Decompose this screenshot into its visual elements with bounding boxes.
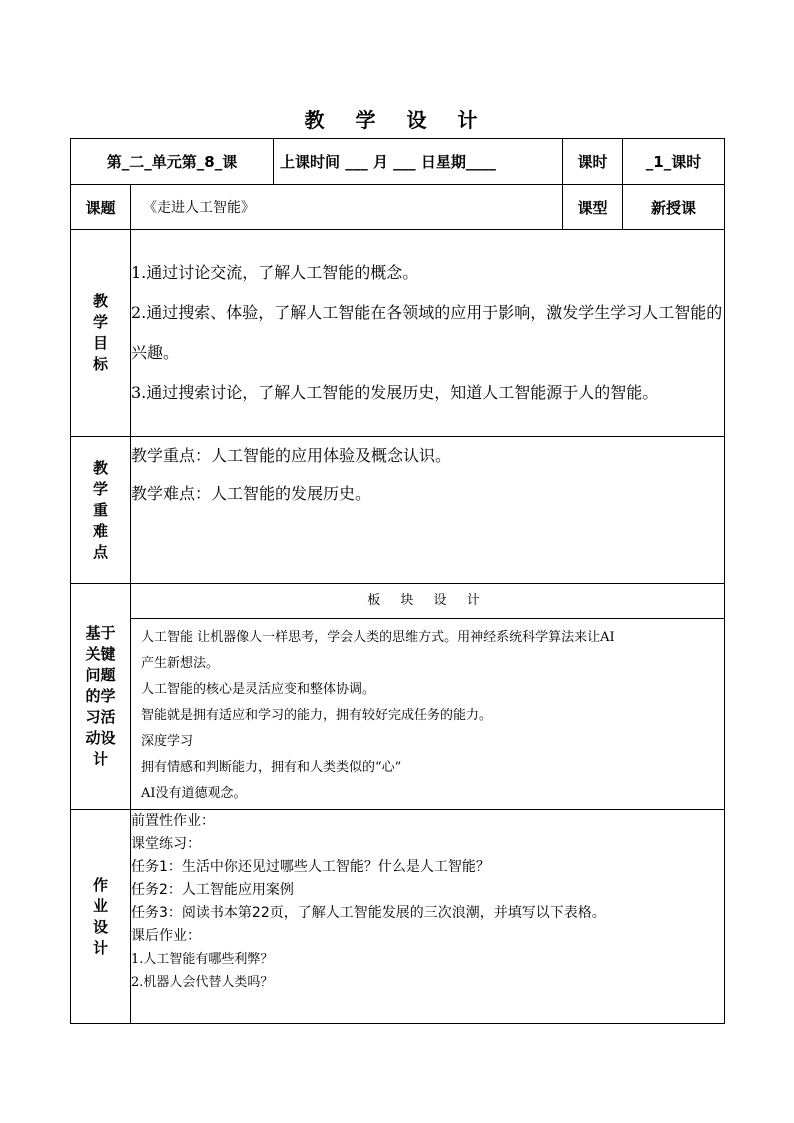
period-label: 课时 bbox=[563, 139, 623, 185]
goals-label-char: 目 bbox=[92, 334, 108, 352]
homework-line: 课堂练习： bbox=[131, 836, 201, 852]
homework-row bbox=[71, 810, 725, 1024]
homework-label-char: 作 bbox=[92, 875, 108, 894]
board-line: 人工智能 让机器像人一样思考，学会人类的思维方式。用神经系统科学算法来让AI bbox=[141, 630, 615, 645]
board-line: AI没有道德观念。 bbox=[141, 786, 247, 801]
homework-label-char: 计 bbox=[92, 938, 108, 957]
board-line: 人工智能的核心是灵活应变和整体协调。 bbox=[141, 682, 376, 697]
homework-line: 任务1：生活中你还见过哪些人工智能？什么是人工智能？ bbox=[131, 859, 490, 875]
keypoints-label-char: 重 bbox=[92, 500, 108, 519]
lesson-type-value: 新授课 bbox=[623, 185, 725, 230]
keypoints-row bbox=[71, 437, 725, 584]
homework-question: 2.机器人会代替人类吗？ bbox=[131, 975, 274, 990]
homework-label bbox=[71, 810, 131, 1024]
keypoints-label-char: 学 bbox=[92, 479, 108, 498]
goals-label-char: 教 bbox=[92, 292, 108, 310]
activity-label-part: 动设 bbox=[85, 729, 116, 747]
keypoints-label-char: 难 bbox=[92, 521, 108, 540]
goal-item: 3.通过搜索讨论，了解人工智能的发展历史，知道人工智能源于人的智能。 bbox=[131, 383, 659, 402]
topic-label: 课题 bbox=[71, 185, 131, 230]
homework-line: 课后作业： bbox=[131, 928, 201, 944]
board-line: 智能就是拥有适应和学习的能力，拥有较好完成任务的能力。 bbox=[141, 708, 493, 723]
board-line: 深度学习 bbox=[141, 734, 194, 749]
goals-label-char: 学 bbox=[92, 313, 108, 331]
keypoints-label-char: 点 bbox=[92, 542, 108, 561]
board-line: 拥有情感和判断能力，拥有和人类类似的“心” bbox=[141, 760, 402, 775]
keypoints-label-char: 教 bbox=[92, 458, 108, 477]
header-row bbox=[71, 139, 725, 185]
keypoint-item: 教学难点：人工智能的发展历史。 bbox=[131, 484, 372, 503]
activity-label-part: 基于 bbox=[85, 624, 116, 642]
topic-value: 《走进人工智能》 bbox=[131, 185, 563, 230]
lesson-plan-table bbox=[70, 138, 725, 1024]
board-lines bbox=[131, 619, 724, 807]
activity-label-part: 习活 bbox=[85, 708, 116, 726]
activity-label-part: 问题 bbox=[85, 666, 116, 684]
page-title: 教 学 设 计 bbox=[304, 108, 490, 132]
lesson-type-label: 课型 bbox=[563, 185, 623, 230]
topic-row bbox=[71, 185, 725, 230]
goals-label-char: 标 bbox=[92, 355, 108, 373]
goals-label bbox=[71, 230, 131, 437]
keypoints-label bbox=[71, 437, 131, 584]
homework-question: 1.人工智能有哪些利弊？ bbox=[131, 952, 274, 967]
lesson-number: 第_二_单元第_8_课 bbox=[71, 139, 274, 185]
homework-line: 任务3：阅读书本第22页，了解人工智能发展的三次浪潮，并填写以下表格。 bbox=[131, 905, 606, 921]
goal-item: 1.通过讨论交流，了解人工智能的概念。 bbox=[131, 263, 419, 282]
homework-line: 前置性作业： bbox=[131, 813, 215, 829]
activity-label-part: 计 bbox=[92, 750, 108, 768]
activity-content bbox=[131, 584, 725, 810]
board-line: 产生新想法。 bbox=[141, 656, 220, 671]
keypoint-item: 教学重点：人工智能的应用体验及概念认识。 bbox=[131, 446, 452, 465]
homework-label-char: 设 bbox=[92, 917, 108, 936]
goals-content bbox=[131, 230, 725, 437]
class-time: 上课时间 ___ 月 ___ 日星期____ bbox=[274, 139, 563, 185]
goals-row bbox=[71, 230, 725, 437]
homework-label-char: 业 bbox=[92, 896, 108, 915]
board-design-heading: 板 块 设 计 bbox=[131, 584, 724, 619]
activity-label bbox=[71, 584, 131, 810]
activity-row bbox=[71, 584, 725, 810]
period-value: _1_课时 bbox=[623, 139, 725, 185]
activity-label-part: 关键 bbox=[85, 645, 116, 663]
homework-content bbox=[131, 810, 725, 1024]
keypoints-content bbox=[131, 437, 725, 584]
goal-item: 2.通过搜索、体验，了解人工智能在各领域的应用于影响，激发学生学习人工智能的兴趣。 bbox=[131, 303, 723, 362]
homework-line: 任务2：人工智能应用案例 bbox=[131, 882, 294, 898]
activity-label-part: 的学 bbox=[85, 687, 116, 705]
